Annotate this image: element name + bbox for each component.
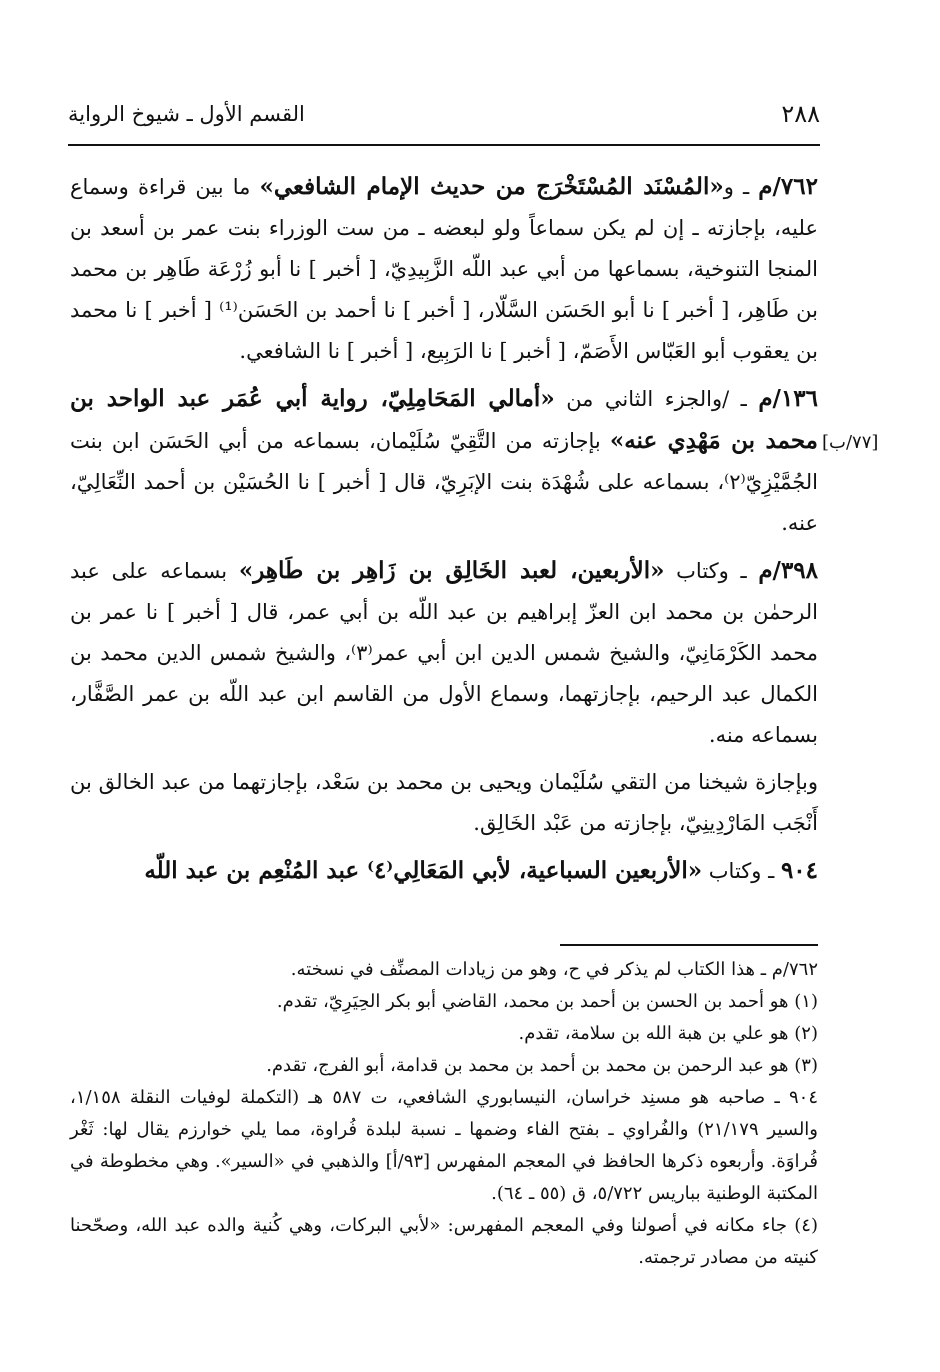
entry-paragraph — [70, 166, 818, 372]
entry-paragraph — [70, 762, 818, 844]
entry-text: بسماعه على عبد الرحمٰن بن محمد ابن العزّ إبراهيم بن عبد اللّه بن أبي عمر، قال [ أخبر ] نا عمر بن محمد الكَرْمَانِيّ، والشيخ شمس الدين ابن أبي عمر⁽٣⁾، والشيخ شمس الدين محمد بن الكمال عبد الرحيم، بإجازتهما، وسماع الأول من القاسم ابن عبد اللّه بن عمر الصَّفَّار، بسماعه منه. — [70, 559, 818, 747]
entry-prefix: ـ /والجزء الثاني من — [554, 387, 759, 411]
entry-text: بإجازته من التَّقِيّ سُلَيْمان، بسماعه من أبي الحَسَن ابن بنت الجُمَّيْزِيّ⁽٢⁾، بسماعه على شُهْدَة بنت الإبَرِيّ، قال [ أخبر ] نا الحُسَيْن بن أحمد النِّعَالِيّ، عنه. — [70, 429, 818, 535]
entry-number: ٣٩٨/م — [758, 557, 819, 584]
footnotes — [70, 954, 818, 1274]
footnote: ٩٠٤ ـ صاحبه هو مسنِد خراسان، النيسابوري الشافعي، ت ٥٨٧ هـ (التكملة لوفيات النقلة ١/١٥٨، والسير ٢١/١٧٩) والفُراوي ـ بفتح الفاء وضمها ـ نسبة لبلدة فُراوة، مما يلي خوارزم يقال لها: ثَغْر فُراوَة. وأربعوه ذكرها الحافظ في المعجم المفهرس [٩٣/أ] والذهبي في «السير». وهي مخطوطة في المكتبة الوطنية بباريس ٥/٧٢٢، ق (٥٥ ـ ٦٤). — [70, 1087, 819, 1204]
running-title: القسم الأول ـ شيوخ الرواية — [68, 102, 305, 126]
entry-title: «الأربعين السباعية، لأبي المَعَالِي⁽٤⁾ عبد المُنْعِم بن عبد اللّه — [144, 857, 703, 884]
footnote: (٢) هو علي بن هبة الله بن سلامة، تقدم. — [518, 1023, 818, 1044]
entry-title: «أمالي المَحَامِلِيّ، رواية أبي عُمَر عبد الواحد بن محمد بن مَهْدِي عنه» — [70, 385, 818, 454]
footnote: (٤) جاء مكانه في أصولنا وفي المعجم المفهرس: «لأبي البركات، وهي كُنية والده عبد الله، وصحّحنا كنيته من مصادر ترجمته. — [70, 1215, 818, 1268]
page-header — [68, 96, 820, 132]
footnote: (١) هو أحمد بن الحسن بن أحمد بن محمد، القاضي أبو بكر الحِيَرِيّ، تقدم. — [276, 991, 818, 1012]
entry-paragraph — [70, 378, 818, 544]
header-divider — [68, 144, 820, 146]
entry-title: «الأربعين، لعبد الخَالِق بن زَاهِر بن طَاهِر» — [238, 557, 665, 584]
entry-number: ١٣٦/م — [758, 385, 819, 412]
manuscript-folio-note: [٧٧/ب] — [822, 432, 879, 453]
footnote-divider — [560, 944, 818, 946]
entry-text: ما بين قراءة وسماع عليه، بإجازته ـ إن لم يكن سماعاً ولو لبعضه ـ من ست الوزراء بنت عمر بن أسعد بن المنجا التنوخية، بسماعها من أبي عبد اللّه الزَّبِيدِيّ، [ أخبر ] نا أبو زُرْعَة طَاهِر بن محمد بن طَاهِر، [ أخبر ] نا أبو الحَسَن السَّلّار، [ أخبر ] نا أحمد بن الحَسَن⁽¹⁾ [ أخبر ] نا محمد بن يعقوب أبو العَبّاس الأَصَمّ، [ أخبر ] نا الرَبِيع، [ أخبر ] نا الشافعي. — [70, 175, 818, 363]
entry-paragraph — [70, 850, 818, 892]
footnote: (٣) هو عبد الرحمن بن محمد بن أحمد بن محمد بن قدامة، أبو الفرج، تقدم. — [266, 1055, 818, 1076]
entry-title: «المُسْنَد المُسْتَخْرَج من حديث الإمام الشافعي» — [259, 173, 724, 200]
main-text — [70, 166, 818, 898]
entry-number: ٩٠٤ — [780, 857, 818, 884]
footnote: ٧٦٢/م ـ هذا الكتاب لم يذكر في ح، وهو من زيادات المصنِّف في نسخته. — [290, 959, 818, 980]
entry-prefix: ـ و — [723, 175, 759, 199]
page-number: ٢٨٨ — [781, 100, 820, 128]
entry-paragraph — [70, 550, 818, 756]
entry-text: وبإجازة شيخنا من التقي سُلَيْمان ويحيى بن محمد بن سَعْد، بإجازتهما من عبد الخالق بن أَنْجَب المَارْدِينِيّ، بإجازته من عَبْد الخَالِق. — [70, 770, 818, 835]
entry-prefix: ـ وكتاب — [702, 859, 781, 883]
entry-number: ٧٦٢/م — [758, 173, 818, 200]
entry-prefix: ـ وكتاب — [664, 559, 759, 583]
